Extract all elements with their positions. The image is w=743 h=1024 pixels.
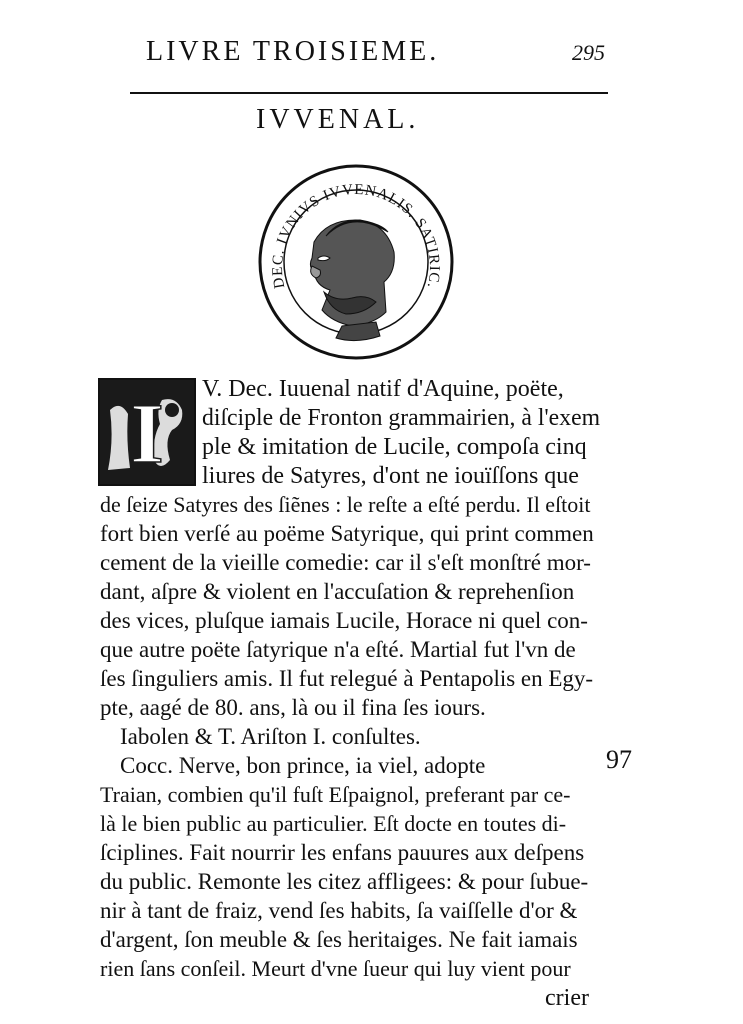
drop-cap-letter: I xyxy=(130,385,164,481)
drop-cap xyxy=(98,378,196,486)
catchword: crier xyxy=(545,985,589,1011)
text-line: ſes ſinguliers amis. Il fut relegué à Pentapolis en Egy- xyxy=(100,666,594,691)
text-line: ple & imitation de Lucile, compoſa cinq xyxy=(202,434,587,460)
text-line: d'argent, ſon meuble & ſes heritaiges. Ne fait iamais xyxy=(100,927,578,952)
text-line: de ſeize Satyres des ſiẽnes : le reſte a eſté perdu. Il eſtoit xyxy=(100,492,591,517)
text-line: Iabolen & T. Ariſton I. conſultes. xyxy=(120,724,421,749)
text-line: Cocc. Nerve, bon prince, ia viel, adopte xyxy=(120,753,486,778)
portrait-inscription: DEC. IVNIVS IVVENALIS. SATIRIC. xyxy=(269,181,443,291)
text-line: dant, aſpre & violent en l'accuſation & reprehenſion xyxy=(100,579,575,604)
text-line: diſciple de Fronton grammairien, à l'exem xyxy=(202,405,601,431)
text-line: V. Dec. Iuuenal natif d'Aquine, poëte, xyxy=(202,376,564,402)
medallion-portrait xyxy=(256,162,456,362)
header-rule xyxy=(130,92,608,94)
text-line: liures de Satyres, d'ont ne iouïſſons que xyxy=(202,463,579,489)
running-head: LIVRE TROISIEME. xyxy=(146,36,440,67)
text-line: des vices, pluſque iamais Lucile, Horace ni quel con- xyxy=(100,608,588,633)
text-line: nir à tant de fraiz, vend ſes habits, ſa vaiſſelle d'or & xyxy=(100,898,578,923)
portrait-medallion-icon xyxy=(256,162,456,362)
text-line: que autre poëte ſatyrique n'a eſté. Martial fut l'vn de xyxy=(100,637,576,662)
text-line: du public. Remonte les citez affligees: & pour ſubue- xyxy=(100,869,589,894)
text-line: Traian, combien qu'il fuſt Eſpaignol, preferant par ce- xyxy=(100,782,571,807)
text-line: là le bien public au particulier. Eſt docte en toutes di- xyxy=(100,811,567,836)
page-number: 295 xyxy=(572,40,605,65)
ornamental-initial-icon xyxy=(100,380,194,484)
text-line: ſciplines. Fait nourrir les enfans pauures aux deſpens xyxy=(100,840,585,865)
text-line: fort bien verſé au poëme Satyrique, qui print commen xyxy=(100,521,594,546)
margin-note: 97 xyxy=(606,745,632,774)
text-line: cement de la vieille comedie: car il s'eſt monſtré mor- xyxy=(100,550,591,575)
text-line: pte, aagé de 80. ans, là ou il fina ſes iours. xyxy=(100,695,486,720)
section-title: IVVENAL. xyxy=(256,104,420,135)
text-line: rien ſans conſeil. Meurt d'vne ſueur qui luy vient pour xyxy=(100,956,571,981)
